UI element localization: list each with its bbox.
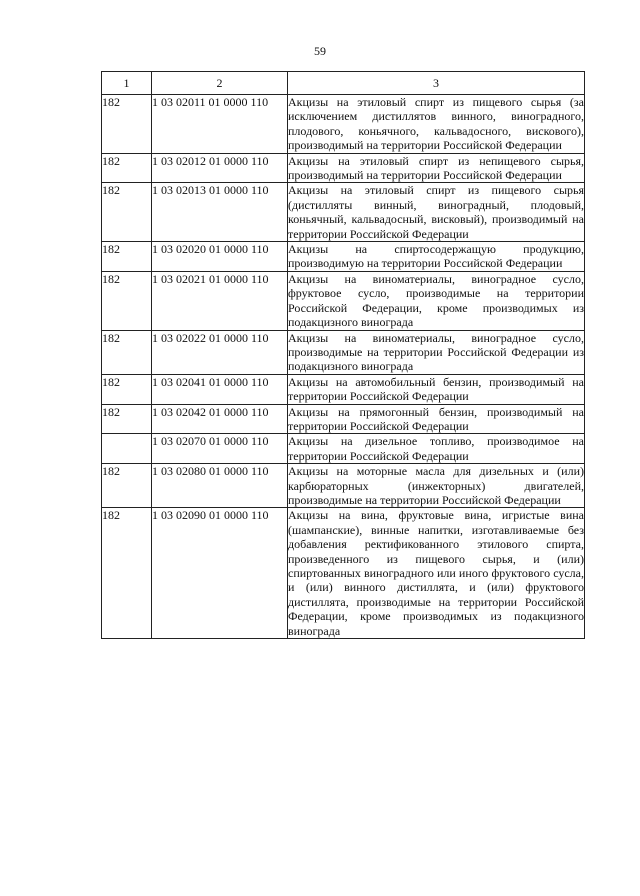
description-cell: Акцизы на этиловый спирт из пищевого сырья (дистилляты винный, виноградный, плодовый, коньячный, кальвадосный, висковый), производимый на территории Российской Федерации — [288, 183, 584, 241]
budget-code-cell: 1 03 02021 01 0000 110 — [152, 271, 288, 330]
admin-code-cell: 182 — [102, 271, 152, 330]
admin-code-cell: 182 — [102, 404, 152, 434]
admin-code-cell: 182 — [102, 95, 152, 154]
table-row — [102, 404, 585, 434]
table-row — [102, 330, 585, 374]
budget-code-cell: 1 03 02011 01 0000 110 — [152, 95, 288, 154]
description-cell: Акцизы на автомобильный бензин, производимый на территории Российской Федерации — [288, 374, 584, 404]
table-header-row — [102, 72, 585, 95]
budget-code-cell: 1 03 02041 01 0000 110 — [152, 374, 288, 404]
description-cell: Акцизы на виноматериалы, виноградное сусло, фруктовое сусло, производимые на территории Российской Федерации, кроме производимых из подакцизного винограда — [288, 271, 584, 330]
admin-code-cell — [102, 434, 152, 464]
description-cell: Акцизы на виноматериалы, виноградное сусло, производимые на территории Российской Федерации из подакцизного винограда — [288, 330, 584, 374]
admin-code-cell: 182 — [102, 464, 152, 508]
table-row — [102, 374, 585, 404]
admin-code-cell: 182 — [102, 153, 152, 183]
column-header-3: 3 — [288, 72, 585, 95]
table-row — [102, 242, 585, 272]
budget-code-cell: 1 03 02042 01 0000 110 — [152, 404, 288, 434]
table-row — [102, 271, 585, 330]
description-cell: Акцизы на прямогонный бензин, производимый на территории Российской Федерации — [288, 404, 584, 433]
table-row — [102, 464, 585, 508]
budget-code-cell: 1 03 02070 01 0000 110 — [152, 434, 288, 464]
table-row — [102, 183, 585, 242]
admin-code-cell: 182 — [102, 330, 152, 374]
description-cell: Акцизы на дизельное топливо, производимое на территории Российской Федерации — [288, 434, 584, 463]
description-cell: Акцизы на этиловый спирт из непищевого сырья, производимый на территории Российской Федерации — [288, 153, 584, 183]
admin-code-cell: 182 — [102, 183, 152, 242]
description-cell: Акцизы на спиртосодержащую продукцию, производимую на территории Российской Федерации — [288, 242, 584, 271]
budget-code-cell: 1 03 02013 01 0000 110 — [152, 183, 288, 242]
admin-code-cell: 182 — [102, 374, 152, 404]
table-row — [102, 434, 585, 464]
budget-code-cell: 1 03 02090 01 0000 110 — [152, 508, 288, 639]
column-header-1: 1 — [102, 72, 152, 95]
table-row — [102, 95, 585, 154]
budget-code-cell: 1 03 02020 01 0000 110 — [152, 242, 288, 272]
admin-code-cell: 182 — [102, 242, 152, 272]
description-cell: Акцизы на этиловый спирт из пищевого сырья (за исключением дистиллятов винного, виноградного, плодового, коньячного, кальвадосного, вискового), производимый на территории Российской Федерации — [288, 95, 584, 153]
budget-code-cell: 1 03 02012 01 0000 110 — [152, 153, 288, 183]
table-row — [102, 508, 585, 639]
budget-codes-table — [101, 71, 585, 639]
column-header-2: 2 — [152, 72, 288, 95]
table-row — [102, 153, 585, 183]
description-cell: Акцизы на вина, фруктовые вина, игристые вина (шампанские), винные напитки, изготавливаемые без добавления ректификованного этилового спирта, произведенного из пищевого сырья, и (или) спиртованных виноградного или иного фруктового сусла, и (или) винного дистиллята, и (или) фруктового дистиллята, производимые на территории Российской Федерации, кроме производимых из подакцизного винограда — [288, 508, 584, 638]
budget-code-cell: 1 03 02022 01 0000 110 — [152, 330, 288, 374]
admin-code-cell: 182 — [102, 508, 152, 639]
page-number: 59 — [314, 44, 326, 58]
description-cell: Акцизы на моторные масла для дизельных и (или) карбюраторных (инжекторных) двигателей, производимые на территории Российской Федерации — [288, 464, 584, 507]
budget-code-cell: 1 03 02080 01 0000 110 — [152, 464, 288, 508]
